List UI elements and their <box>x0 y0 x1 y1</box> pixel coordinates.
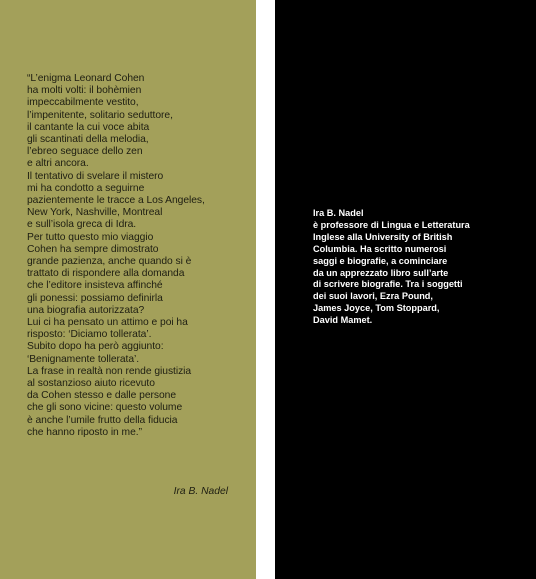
quote-line: Il tentativo di svelare il mistero <box>27 170 164 182</box>
bio-line: saggi e biografie, a cominciare <box>313 255 448 266</box>
quote-line: Cohen ha sempre dimostrato <box>27 243 159 255</box>
quote-line: impeccabilmente vestito, <box>27 97 139 109</box>
quote-line: e sull’isola greca di Idra. <box>27 219 137 231</box>
quote-line: mi ha condotto a seguirne <box>27 182 145 194</box>
quote-line: “L’enigma Leonard Cohen <box>27 73 145 84</box>
left-flap <box>0 0 256 579</box>
quote-line: l’ebreo seguace dello zen <box>27 146 143 158</box>
quote-line: che hanno riposto in me.” <box>27 426 142 438</box>
bio-line: da un apprezzato libro sull’arte <box>313 267 449 278</box>
bio-line: James Joyce, Tom Stoppard, <box>313 303 440 314</box>
bio-line: dei suoi lavori, Ezra Pound, <box>313 291 433 302</box>
quote-line: e altri ancora. <box>27 158 89 170</box>
quote-line: risposto: ‘Diciamo tollerata’. <box>27 329 152 341</box>
quote-line: gli scantinati della melodia, <box>27 134 149 146</box>
author-bio <box>313 208 470 327</box>
quote-signature: Ira B. Nadel <box>173 486 228 497</box>
quote-line: una biografia autorizzata? <box>27 304 145 316</box>
bio-line: David Mamet. <box>313 315 373 326</box>
quote-line: al sostanzioso aiuto ricevuto <box>27 378 155 390</box>
quote-line: che l’editore insisteva affinché <box>27 280 163 292</box>
quote-line: Per tutto questo mio viaggio <box>27 231 154 243</box>
quote-line: che gli sono vicine: questo volume <box>27 402 183 414</box>
bio-line: Inglese alla University of British <box>313 231 453 242</box>
bio-line: Columbia. Ha scritto numerosi <box>313 243 447 254</box>
right-flap <box>275 0 536 579</box>
bio-line: di scrivere biografie. Tra i soggetti <box>313 279 463 290</box>
quote-line: ‘Benignamente tollerata’. <box>27 353 140 365</box>
quote-text <box>27 73 205 439</box>
quote-line: da Cohen stesso e dalle persone <box>27 390 177 402</box>
quote-line: pazientemente le tracce a Los Angeles, <box>27 195 205 207</box>
quote-line: New York, Nashville, Montreal <box>27 207 163 219</box>
quote-line: l’impenitente, solitario seduttore, <box>27 109 173 121</box>
quote-line: ha molti volti: il bohèmien <box>27 85 142 97</box>
quote-line: Subito dopo ha però aggiunto: <box>27 341 164 353</box>
quote-line: gli ponessi: possiamo definirla <box>27 292 163 304</box>
quote-line: è anche l’umile frutto della fiducia <box>27 414 178 426</box>
author-name: Ira B. Nadel <box>313 208 364 218</box>
quote-line: grande pazienza, anche quando si è <box>27 256 192 268</box>
quote-line: il cantante la cui voce abita <box>27 121 150 133</box>
quote-line: Lui ci ha pensato un attimo e poi ha <box>27 317 188 329</box>
quote-line: trattato di rispondere alla domanda <box>27 268 185 280</box>
white-divider-strip <box>256 0 275 579</box>
bio-line: è professore di Lingua e Letteratura <box>313 219 470 230</box>
quote-line: La frase in realtà non rende giustizia <box>27 365 192 377</box>
